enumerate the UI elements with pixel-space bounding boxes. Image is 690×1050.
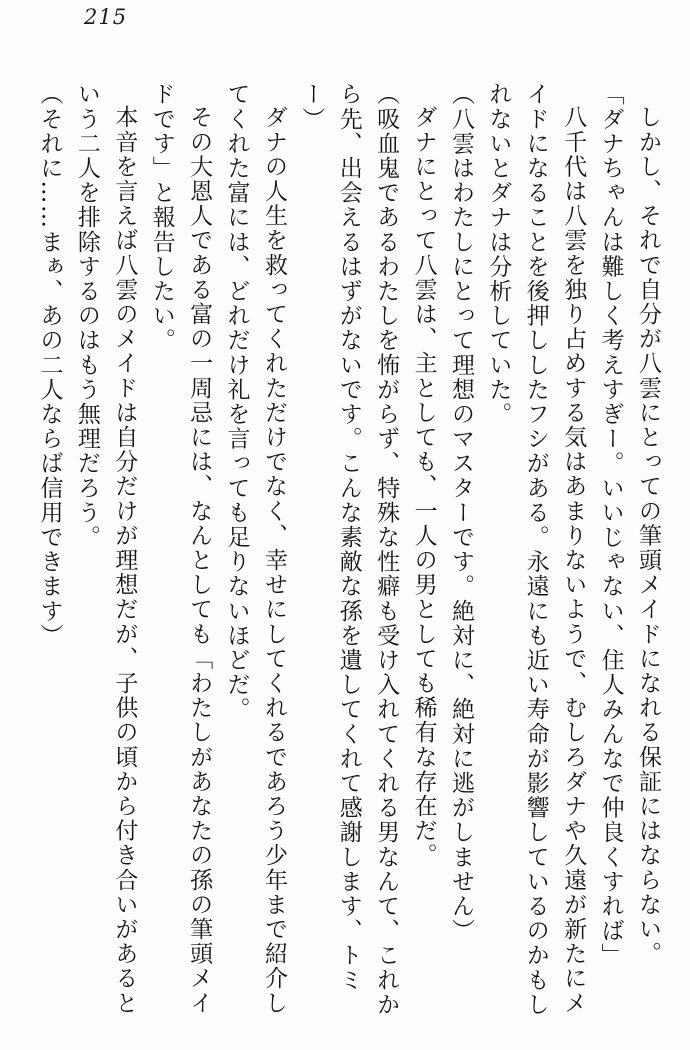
paragraph: （それに……まぁ、あの二人ならば信用できます） [36, 82, 63, 648]
page-number: 215 [84, 5, 128, 29]
paragraph: ダナの人生を救ってくれただけでなく、幸せにしてくれるであろう少年まで紹介してくれた富には、どれだけ礼を言っても足りないほどだ。 [223, 82, 287, 1016]
paragraph: 八千代は八雲を独り占めする気はあまりないようで、むしろダナや久遠が新たにメイドになることを後押ししたフシがある。永遠にも近い寿命が影響しているのかもしれないとダナは分析していた。 [485, 82, 587, 1017]
paragraph: その大恩人である富の一周忌には、なんとしても「わたしがあなたの孫の筆頭メイドです」と報告したい。 [148, 82, 213, 1016]
paragraph: （八雲はわたしにとって理想のマスターです。絶対に、絶対に逃がしません） [447, 82, 474, 943]
paragraph: しかし、それで自分が八雲にとっての筆頭メイドになれる保証にはならない。 [635, 105, 661, 966]
paragraph: ダナにとって八雲は、主としても、一人の男としても稀有な存在だ。 [410, 105, 437, 868]
paragraph: 「ダナちゃんは難しく考えすぎー。いいじゃない、住人みんなで仲良くすれば」 [597, 82, 624, 968]
paragraph: 本音を言えば八雲のメイドは自分だけが理想だが、子供の頃から付き合いがあるという二人を排除するのはもう無理だろう。 [73, 82, 138, 1016]
paragraph: （吸血鬼であるわたしを怖がらず、特殊な性癖も受け入れてくれる男なんて、これから先、出会えるはずがないです。こんな素敵な孫を遺してくれて感謝します、トミー） [298, 82, 400, 1017]
text-block [30, 82, 666, 1023]
